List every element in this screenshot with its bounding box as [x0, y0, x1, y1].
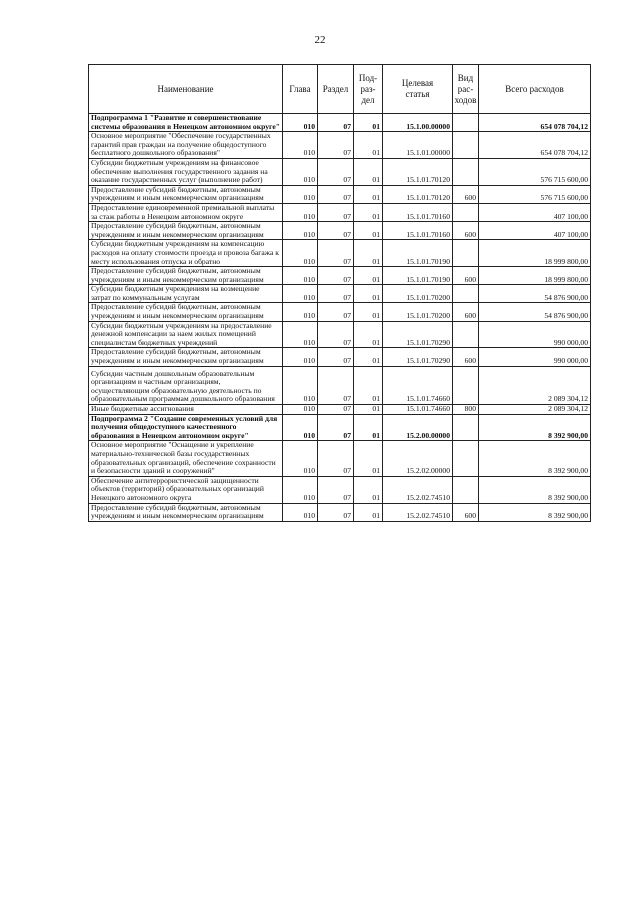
row-expense-type-cell — [453, 414, 479, 441]
row-subsection-cell: 01 — [354, 405, 383, 415]
row-name-cell: Обеспечение антитеррористической защищенности объектов (территорий) образовательных организаций Ненецкого автономного округа — [89, 476, 283, 503]
row-target-cell: 15.1.01.70290 — [383, 321, 453, 348]
row-total-cell: 18 999 800,00 — [479, 240, 591, 267]
row-chapter-cell: 010 — [283, 405, 318, 415]
row-subsection-cell: 01 — [354, 414, 383, 441]
row-subsection-cell: 01 — [354, 476, 383, 503]
row-target-cell: 15.1.01.70290 — [383, 348, 453, 366]
row-name-cell: Подпрограмма 2 "Создание современных условий для получения общедоступного качественного образования в Ненецком автономном округе" — [89, 414, 283, 441]
row-expense-type-cell — [453, 114, 479, 132]
row-total-cell: 2 089 304,12 — [479, 405, 591, 415]
row-subsection-cell: 01 — [354, 114, 383, 132]
table-row — [89, 114, 591, 132]
row-chapter-cell: 010 — [283, 158, 318, 185]
row-target-cell: 15.1.01.74660 — [383, 366, 453, 404]
table-row — [89, 476, 591, 503]
row-total-cell: 8 392 900,00 — [479, 476, 591, 503]
row-total-cell: 54 876 900,00 — [479, 285, 591, 303]
header-name: Наименование — [89, 65, 283, 114]
row-total-cell: 8 392 900,00 — [479, 503, 591, 521]
row-expense-type-cell — [453, 441, 479, 476]
row-subsection-cell: 01 — [354, 240, 383, 267]
row-name-cell: Предоставление субсидий бюджетным, автономным учреждениям и иным некоммерческим организациям — [89, 503, 283, 521]
row-target-cell: 15.1.01.70200 — [383, 303, 453, 321]
row-total-cell: 8 392 900,00 — [479, 441, 591, 476]
row-target-cell: 15.1.01.70160 — [383, 222, 453, 240]
table-row — [89, 267, 591, 285]
table-row — [89, 185, 591, 203]
row-subsection-cell: 01 — [354, 132, 383, 159]
row-subsection-cell: 01 — [354, 203, 383, 221]
table-row — [89, 321, 591, 348]
row-subsection-cell: 01 — [354, 185, 383, 203]
row-target-cell: 15.1.01.70190 — [383, 267, 453, 285]
row-name-cell: Предоставление субсидий бюджетным, автономным учреждениям и иным некоммерческим организациям — [89, 222, 283, 240]
row-chapter-cell: 010 — [283, 203, 318, 221]
row-section-cell: 07 — [318, 222, 354, 240]
row-total-cell: 654 078 704,12 — [479, 132, 591, 159]
table-row — [89, 222, 591, 240]
row-target-cell: 15.1.01.70120 — [383, 158, 453, 185]
row-name-cell: Основное мероприятие "Оснащение и укрепление материально-технической базы государственных образовательных организаций, обеспечение сохранности и безопасности зданий и сооружений" — [89, 441, 283, 476]
row-subsection-cell: 01 — [354, 267, 383, 285]
row-chapter-cell: 010 — [283, 321, 318, 348]
row-section-cell: 07 — [318, 267, 354, 285]
row-section-cell: 07 — [318, 348, 354, 366]
row-name-cell: Основное мероприятие "Обеспечение государственных гарантий прав граждан на получение общедоступного бесплатного дошкольного образования" — [89, 132, 283, 159]
row-expense-type-cell: 600 — [453, 303, 479, 321]
row-chapter-cell: 010 — [283, 414, 318, 441]
row-section-cell: 07 — [318, 414, 354, 441]
row-name-cell: Субсидии частным дошкольным образовательным организациям и частным организациям, осуществляющим образовательную деятельность по образовательным программам дошкольного образования — [89, 366, 283, 404]
row-section-cell: 07 — [318, 158, 354, 185]
table-row — [89, 405, 591, 415]
table-row — [89, 158, 591, 185]
row-name-cell: Подпрограмма 1 "Развитие и совершенствование системы образования в Ненецком автономном округе" — [89, 114, 283, 132]
row-expense-type-cell — [453, 240, 479, 267]
header-target: Целевая статья — [383, 65, 453, 114]
row-total-cell: 654 078 704,12 — [479, 114, 591, 132]
row-subsection-cell: 01 — [354, 222, 383, 240]
table-row — [89, 303, 591, 321]
row-subsection-cell: 01 — [354, 285, 383, 303]
row-section-cell: 07 — [318, 114, 354, 132]
row-name-cell: Субсидии бюджетным учреждениям на предоставление денежной компенсации за наем жилых помещений специалистам бюджетных учреждений — [89, 321, 283, 348]
row-subsection-cell: 01 — [354, 158, 383, 185]
table-row — [89, 503, 591, 521]
row-subsection-cell: 01 — [354, 303, 383, 321]
table-row — [89, 132, 591, 159]
row-section-cell: 07 — [318, 441, 354, 476]
row-subsection-cell: 01 — [354, 348, 383, 366]
row-target-cell: 15.1.01.70190 — [383, 240, 453, 267]
row-total-cell: 54 876 900,00 — [479, 303, 591, 321]
row-target-cell: 15.1.01.00000 — [383, 132, 453, 159]
row-target-cell: 15.1.00.00000 — [383, 114, 453, 132]
row-section-cell: 07 — [318, 503, 354, 521]
row-expense-type-cell: 600 — [453, 222, 479, 240]
row-section-cell: 07 — [318, 366, 354, 404]
row-total-cell: 576 715 600,00 — [479, 185, 591, 203]
row-total-cell: 407 100,00 — [479, 222, 591, 240]
row-target-cell: 15.2.02.00000 — [383, 441, 453, 476]
row-expense-type-cell: 800 — [453, 405, 479, 415]
row-subsection-cell: 01 — [354, 441, 383, 476]
row-section-cell: 07 — [318, 203, 354, 221]
row-section-cell: 07 — [318, 185, 354, 203]
header-chapter: Глава — [283, 65, 318, 114]
row-chapter-cell: 010 — [283, 222, 318, 240]
row-name-cell: Предоставление субсидий бюджетным, автономным учреждениям и иным некоммерческим организациям — [89, 348, 283, 366]
row-expense-type-cell — [453, 158, 479, 185]
row-name-cell: Предоставление субсидий бюджетным, автономным учреждениям и иным некоммерческим организациям — [89, 267, 283, 285]
budget-table — [88, 64, 591, 522]
page-number: 22 — [314, 34, 326, 46]
row-chapter-cell: 010 — [283, 503, 318, 521]
row-target-cell: 15.2.02.74510 — [383, 476, 453, 503]
header-expense-type: Вид рас- ходов — [453, 65, 479, 114]
table-body — [89, 114, 591, 522]
row-chapter-cell: 010 — [283, 285, 318, 303]
table-header-row — [89, 65, 591, 114]
row-name-cell: Предоставление субсидий бюджетным, автономным учреждениям и иным некоммерческим организациям — [89, 303, 283, 321]
header-section: Раздел — [318, 65, 354, 114]
row-chapter-cell: 010 — [283, 441, 318, 476]
row-expense-type-cell: 600 — [453, 267, 479, 285]
row-chapter-cell: 010 — [283, 185, 318, 203]
row-expense-type-cell — [453, 285, 479, 303]
row-subsection-cell: 01 — [354, 321, 383, 348]
row-target-cell: 15.2.00.00000 — [383, 414, 453, 441]
row-section-cell: 07 — [318, 240, 354, 267]
table-row — [89, 366, 591, 404]
row-section-cell: 07 — [318, 405, 354, 415]
row-name-cell: Субсидии бюджетным учреждениям на возмещение затрат по коммунальным услугам — [89, 285, 283, 303]
row-target-cell: 15.1.01.74660 — [383, 405, 453, 415]
row-name-cell: Субсидии бюджетным учреждениям на компенсацию расходов на оплату стоимости проезда и провоза багажа к месту использования отпуска и обратно — [89, 240, 283, 267]
row-chapter-cell: 010 — [283, 114, 318, 132]
table-row — [89, 414, 591, 441]
row-section-cell: 07 — [318, 285, 354, 303]
row-expense-type-cell — [453, 366, 479, 404]
row-name-cell: Предоставление единовременной премиальной выплаты за стаж работы в Ненецком автономном округе — [89, 203, 283, 221]
row-chapter-cell: 010 — [283, 366, 318, 404]
row-target-cell: 15.1.01.70120 — [383, 185, 453, 203]
row-total-cell: 990 000,00 — [479, 348, 591, 366]
row-section-cell: 07 — [318, 476, 354, 503]
row-total-cell: 18 999 800,00 — [479, 267, 591, 285]
row-chapter-cell: 010 — [283, 476, 318, 503]
table-row — [89, 285, 591, 303]
row-total-cell: 990 000,00 — [479, 321, 591, 348]
row-target-cell: 15.1.01.70160 — [383, 203, 453, 221]
row-subsection-cell: 01 — [354, 366, 383, 404]
row-chapter-cell: 010 — [283, 267, 318, 285]
row-subsection-cell: 01 — [354, 503, 383, 521]
row-section-cell: 07 — [318, 303, 354, 321]
row-name-cell: Предоставление субсидий бюджетным, автономным учреждениям и иным некоммерческим организациям — [89, 185, 283, 203]
row-name-cell: Иные бюджетные ассигнования — [89, 405, 283, 415]
table-row — [89, 348, 591, 366]
row-chapter-cell: 010 — [283, 348, 318, 366]
row-name-cell: Субсидии бюджетным учреждениям на финансовое обеспечение выполнения государственного задания на оказание государственных услуг (выполнение работ) — [89, 158, 283, 185]
row-target-cell: 15.1.01.70200 — [383, 285, 453, 303]
table-row — [89, 203, 591, 221]
row-expense-type-cell — [453, 321, 479, 348]
row-expense-type-cell: 600 — [453, 348, 479, 366]
header-total: Всего расходов — [479, 65, 591, 114]
row-section-cell: 07 — [318, 132, 354, 159]
row-total-cell: 8 392 900,00 — [479, 414, 591, 441]
row-total-cell: 576 715 600,00 — [479, 158, 591, 185]
row-chapter-cell: 010 — [283, 303, 318, 321]
row-chapter-cell: 010 — [283, 132, 318, 159]
row-expense-type-cell — [453, 476, 479, 503]
table-row — [89, 441, 591, 476]
row-expense-type-cell: 600 — [453, 503, 479, 521]
row-section-cell: 07 — [318, 321, 354, 348]
row-total-cell: 407 100,00 — [479, 203, 591, 221]
header-subsection: Под- раз- дел — [354, 65, 383, 114]
table-row — [89, 240, 591, 267]
row-expense-type-cell — [453, 132, 479, 159]
row-expense-type-cell — [453, 203, 479, 221]
row-expense-type-cell: 600 — [453, 185, 479, 203]
row-target-cell: 15.2.02.74510 — [383, 503, 453, 521]
row-chapter-cell: 010 — [283, 240, 318, 267]
row-total-cell: 2 089 304,12 — [479, 366, 591, 404]
